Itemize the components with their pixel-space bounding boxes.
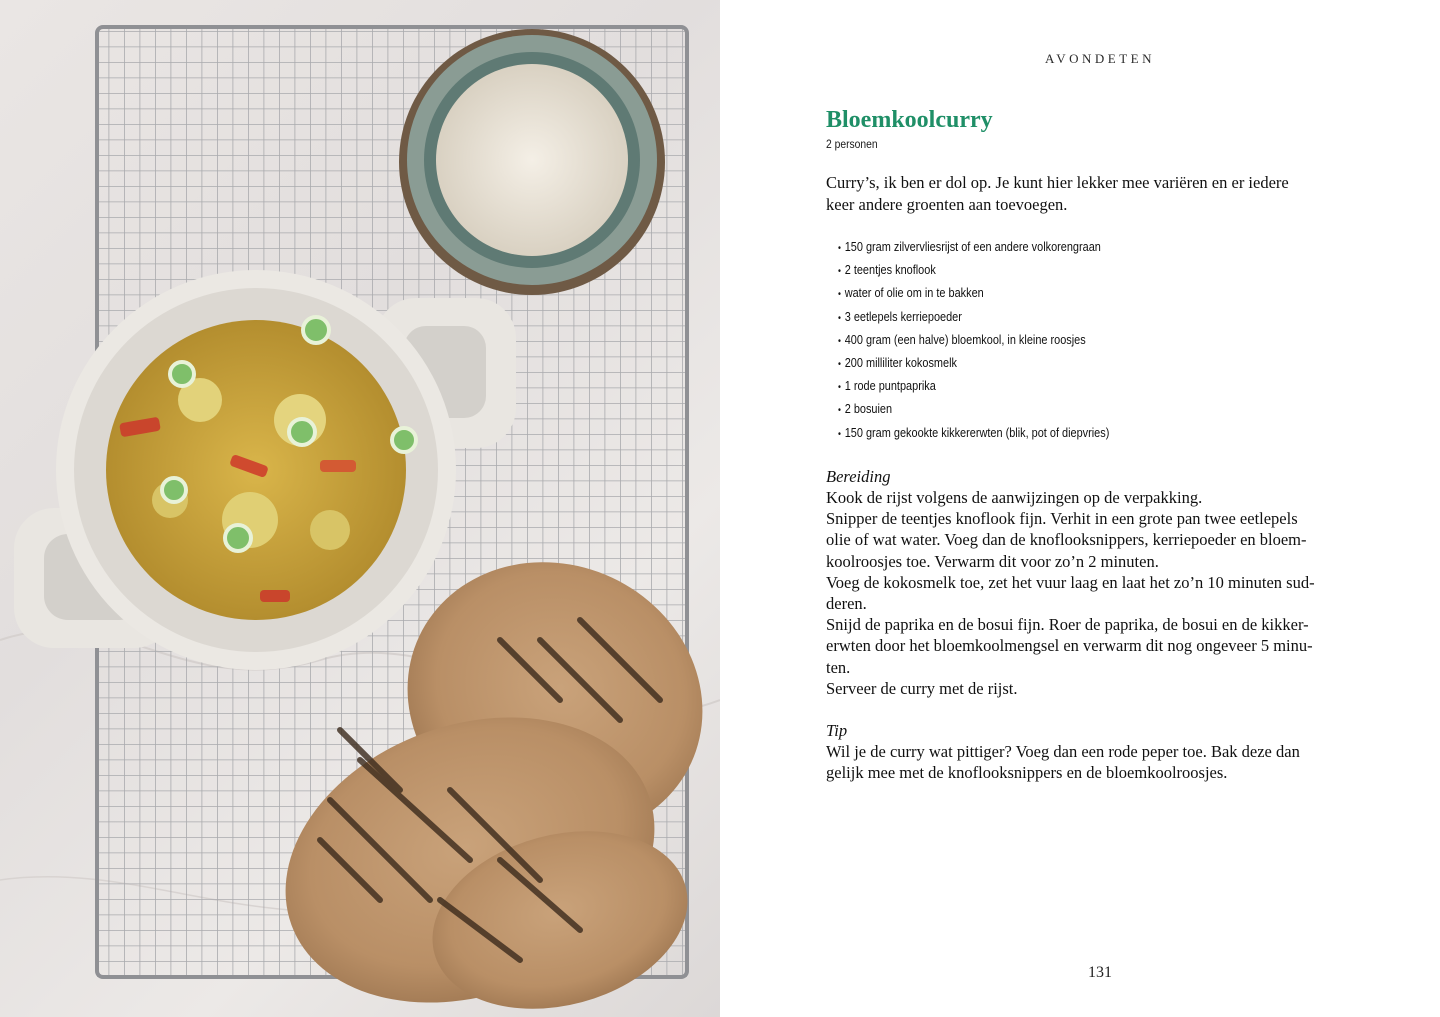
ingredient-item: • 150 gram gekookte kikkererwten (blik, pot of diepvries): [838, 422, 1298, 445]
ingredient-item: • 150 gram zilvervliesrijst of een andere volkorengraan: [838, 236, 1298, 259]
recipe-title: Bloemkoolcurry: [826, 107, 993, 133]
ingredient-item: • 2 bosuien: [838, 398, 1298, 421]
preparation-heading: Bereiding: [826, 466, 891, 486]
tip-heading: Tip: [826, 721, 848, 741]
servings-label: 2 personen: [826, 137, 878, 151]
intro-line: Curry’s, ik ben er dol op. Je kunt hier lekker mee variëren en er iedere: [826, 173, 1289, 192]
tip-text: [826, 741, 1386, 783]
rice-bowl: [399, 29, 665, 295]
preparation-line: erwten door het bloemkoolmengsel en verwarm dit nog ongeveer 5 minu-: [826, 636, 1313, 656]
recipe-intro: [826, 172, 1386, 216]
page-number: 131: [1088, 964, 1112, 981]
section-header: AVONDETEN: [1045, 51, 1155, 66]
preparation-line: Voeg de kokosmelk toe, zet het vuur laag en laat het zo’n 10 minuten sud-: [826, 572, 1315, 592]
preparation-line: Snipper de teentjes knoflook fijn. Verhit in een grote pan twee eetlepels: [826, 509, 1298, 529]
ingredient-item: • 1 rode puntpaprika: [838, 375, 1298, 398]
preparation-line: Snijd de paprika en de bosui fijn. Roer de paprika, de bosui en de kikker-: [826, 615, 1309, 635]
preparation-line: olie of wat water. Voeg dan de knoflooksnippers, kerriepoeder en bloem-: [826, 530, 1307, 550]
preparation-line: koolroosjes toe. Verwarm dit voor zo’n 2 minuten.: [826, 551, 1159, 571]
preparation-steps: [826, 487, 1386, 699]
ingredient-item: • 2 teentjes knoflook: [838, 259, 1298, 282]
preparation-line: ten.: [826, 657, 851, 677]
preparation-line: Kook de rijst volgens de aanwijzingen op de verpakking.: [826, 488, 1203, 508]
ingredient-item: • 200 milliliter kokosmelk: [838, 352, 1298, 375]
preparation-line: deren.: [826, 594, 867, 614]
ingredient-item: • 400 gram (een halve) bloemkool, in kleine roosjes: [838, 329, 1298, 352]
tip-line: Wil je de curry wat pittiger? Voeg dan een rode peper toe. Bak deze dan: [826, 742, 1300, 762]
ingredient-item: • 3 eetlepels kerriepoeder: [838, 306, 1298, 329]
tip-line: gelijk mee met de knoflooksnippers en de bloemkoolroosjes.: [826, 763, 1228, 783]
preparation-line: Serveer de curry met de rijst.: [826, 678, 1018, 698]
intro-line: keer andere groenten aan toevoegen.: [826, 195, 1068, 214]
recipe-page: [720, 0, 1440, 1017]
recipe-content: [826, 104, 1386, 784]
ingredient-list: [838, 236, 1386, 445]
ingredient-item: • water of olie om in te bakken: [838, 282, 1298, 305]
